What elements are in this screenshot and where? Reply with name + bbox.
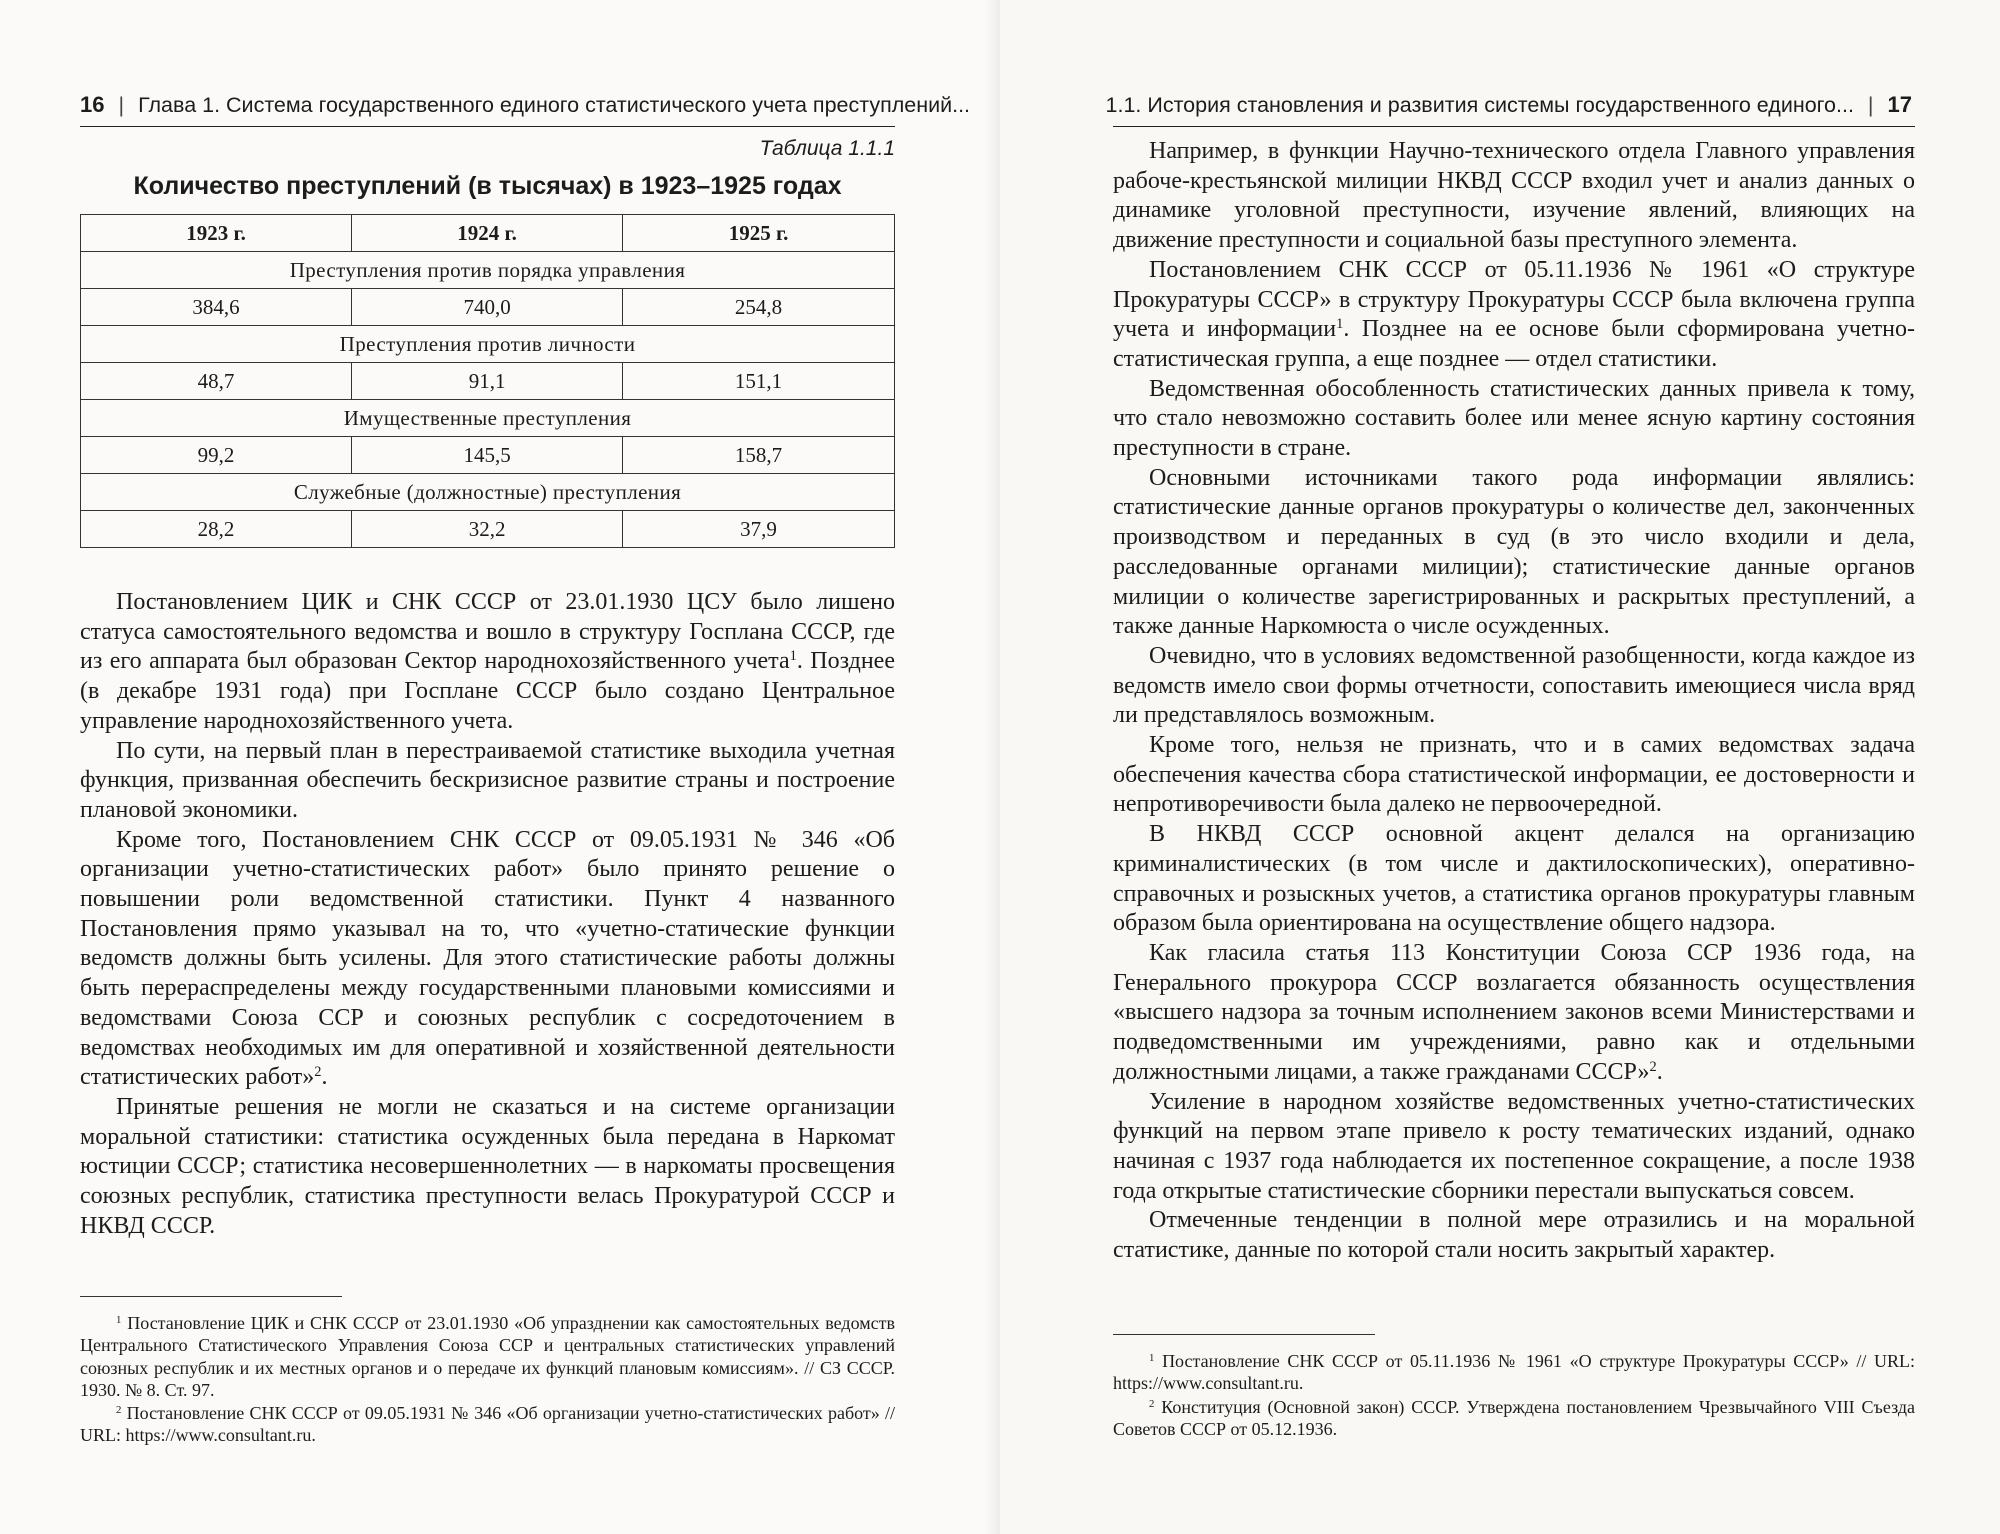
table-section-label: Преступления против порядка управления (81, 252, 895, 289)
body-paragraph (1113, 731, 1915, 820)
table-cell: 99,2 (81, 437, 352, 474)
right-running-header (1106, 92, 1912, 118)
left-page-number: 16 (80, 92, 105, 117)
paragraph-text: Очевидно, что в условиях ведомственной разобщенности, когда каждое из ведомств имело свои формы отчетности, сопоставить имеющиеся числа вряд ли представлялось возможным. (1113, 642, 1915, 729)
right-header-rule (1113, 126, 1915, 127)
body-paragraph (80, 737, 895, 826)
left-header-rule (80, 126, 895, 127)
footnote (80, 1402, 895, 1447)
footnote-ref: 1 (789, 648, 797, 665)
table-row (81, 363, 895, 400)
table-section-row (81, 474, 895, 511)
footnote-ref: 1 (1336, 316, 1344, 333)
footnote-text: Постановление ЦИК и СНК СССР от 23.01.1930 «Об упразднении как самостоятельных ведомств Центрального Статистического Управления Союза ССР и центральных статистических управлений союзных республик и их местных органов и о передаче их функций плановым комиссиям». // СЗ СССР. 1930. № 8. Ст. 97. (80, 1313, 895, 1400)
footnote (1113, 1350, 1915, 1395)
left-running-title: Глава 1. Система государственного единого статистического учета преступлений... (138, 93, 971, 117)
footnote (80, 1312, 895, 1401)
body-paragraph (1113, 939, 1915, 1088)
table-row (81, 511, 895, 548)
paragraph-text: Постановлением ЦИК и СНК СССР от 23.01.1930 ЦСУ было лишено статуса самостоятельного ведомства и вошло в структуру Госплана СССР, где из его аппарата был образован Сектор народнохозяйственного учета (80, 589, 895, 675)
left-header-separator: | (118, 93, 125, 117)
table-cell: 740,0 (352, 289, 623, 326)
body-paragraph (1113, 137, 1915, 256)
table-cell: 158,7 (623, 437, 895, 474)
paragraph-text: Отмеченные тенденции в полной мере отразились и на моральной статистике, данные по которой стали носить закрытый характер. (1113, 1207, 1915, 1264)
left-running-header (80, 92, 970, 118)
paragraph-text-tail: . Позднее (в декабре 1931 года) при Госплане СССР было создано Центральное управление народнохозяйственного учета. (80, 648, 895, 734)
body-paragraph (80, 588, 895, 737)
table-section-row (81, 400, 895, 437)
crime-stats-table (80, 214, 895, 548)
body-paragraph (1113, 820, 1915, 939)
footnote-text: Конституция (Основной закон) СССР. Утверждена постановлением Чрезвычайного VIII Съезда Советов СССР от 05.12.1936. (1113, 1396, 1916, 1439)
paragraph-text-tail: . Позднее на ее основе были сформирована учетно-статистическая группа, а еще позднее — отдел статистики. (1113, 316, 1915, 372)
body-paragraph (80, 1093, 895, 1242)
footnote-mark: 1 (1149, 1352, 1155, 1365)
footnote-ref: 2 (314, 1064, 322, 1081)
paragraph-text: По сути, на первый план в перестраиваемой статистике выходила учетная функция, призванная обеспечить бескризисное развитие страны и построение плановой экономики. (80, 737, 895, 823)
paragraph-text: Постановлением СНК СССР от 05.11.1936 № 1961 «О структуре Прокуратуры СССР» в структуру Прокуратуры СССР была включена группа учета и информации (1113, 256, 1915, 343)
column-header: 1923 г. (81, 215, 352, 252)
left-footnotes (80, 1312, 895, 1448)
paragraph-text: В НКВД СССР основной акцент делался на организацию криминалистических (в том числе и дактилоскопических), оперативно-справочных и розыскных учетов, а статистика органов прокуратуры главным образом была ориентирована на осуществление общего надзора. (1113, 821, 1915, 937)
right-running-title: 1.1. История становления и развития системы государственного единого... (1105, 93, 1854, 117)
paragraph-text: Основными источниками такого рода информации являлись: статистические данные органов прокуратуры о количестве дел, законченных производством и переданных в суд (в это число входили и дела, расследованные органами милиции); статистические данные органов милиции о количестве зарегистрированных и раскрытых преступлений, а также данные Наркомюста о числе осужденных. (1113, 464, 1915, 640)
body-paragraph (80, 826, 895, 1093)
body-paragraph (1113, 642, 1915, 731)
footnote-mark: 1 (116, 1314, 122, 1327)
table-cell: 32,2 (352, 511, 623, 548)
paragraph-text: Кроме того, Постановлением СНК СССР от 09.05.1931 № 346 «Об организации учетно-статистических работ» было принято решение о повышении роли ведомственной статистики. Пункт 4 названного Постановления прямо указывал на то, что «учетно-статические функции ведомств должны быть усилены. Для этого статистические работы должны быть перераспределены между государственными плановыми комиссиями и ведомствами Союза ССР и союзных республик с сосредоточением в ведомствах необходимых им для оперативной и хозяйственной деятельности статистических работ» (80, 826, 895, 1091)
footnote-mark: 2 (1149, 1397, 1155, 1410)
footnote (1113, 1396, 1915, 1441)
body-paragraph (1113, 1088, 1915, 1207)
paragraph-text: Принятые решения не могли не сказаться и на системе организации моральной статистики: статистика осужденных была передана в Наркомат юстиции СССР; статистика несовершеннолетних — в наркоматы просвещения союзных республик, статистика преступности велась Прокуратурой СССР и НКВД СССР. (80, 1093, 895, 1239)
table-cell: 151,1 (623, 363, 895, 400)
table-cell: 37,9 (623, 511, 895, 548)
footnote-ref: 2 (1649, 1058, 1657, 1075)
body-paragraph (1113, 256, 1915, 375)
table-caption: Таблица 1.1.1 (759, 137, 895, 160)
left-body-text (80, 588, 895, 1241)
right-footnote-rule (1113, 1334, 1375, 1335)
table-cell: 91,1 (352, 363, 623, 400)
paragraph-text: Как гласила статья 113 Конституции Союза ССР 1936 года, на Генерального прокурора СССР возлагается обязанность осуществления «высшего надзора за точным исполнением законов всеми Министерствами и подведомственными им учреждениями, равно как и отдельными должностными лицами, а также гражданами СССР» (1113, 939, 1915, 1085)
table-row (81, 437, 895, 474)
right-page (1000, 0, 2000, 1534)
footnote-mark: 2 (116, 1404, 122, 1417)
body-paragraph (1113, 1206, 1915, 1265)
table-cell: 254,8 (623, 289, 895, 326)
right-footnotes (1113, 1350, 1915, 1441)
paragraph-text: Усиление в народном хозяйстве ведомственных учетно-статистических функций на первом этапе привело к росту тематических изданий, однако начиная с 1937 года наблюдается их постепенное сокращение, а после 1938 года открытые статистические сборники перестали выпускаться совсем. (1113, 1088, 1915, 1204)
paragraph-text-tail: . (1656, 1058, 1663, 1085)
table-row (81, 289, 895, 326)
body-paragraph (1113, 375, 1915, 464)
right-header-separator: | (1867, 93, 1874, 117)
table-cell: 384,6 (81, 289, 352, 326)
body-paragraph (1113, 464, 1915, 642)
column-header: 1925 г. (623, 215, 895, 252)
table-section-row (81, 326, 895, 363)
table-section-label: Имущественные преступления (81, 400, 895, 437)
table-section-label: Преступления против личности (81, 326, 895, 363)
right-body-text (1113, 137, 1915, 1266)
right-page-number: 17 (1887, 92, 1912, 117)
table-title: Количество преступлений (в тысячах) в 1923–1925 годах (133, 172, 842, 200)
table-header-row (81, 215, 895, 252)
table-cell: 145,5 (352, 437, 623, 474)
paragraph-text: Кроме того, нельзя не признать, что и в самих ведомствах задача обеспечения качества сбора статистической информации, ее достоверности и непротиворечивости была далеко не первоочередной. (1113, 732, 1915, 818)
footnote-text: Постановление СНК СССР от 09.05.1931 № 346 «Об организации учетно-статистических работ» // URL: https://www.consultant.ru. (80, 1403, 896, 1446)
left-footnote-rule (80, 1296, 342, 1297)
column-header: 1924 г. (352, 215, 623, 252)
paragraph-text: Например, в функции Научно-технического отдела Главного управления рабоче-крестьянской милиции НКВД СССР входил учет и анализ данных о динамике уголовной преступности, изучение явлений, влияющих на движение преступности и социальной базы преступного элемента. (1113, 138, 1915, 254)
table-section-row (81, 252, 895, 289)
paragraph-text-tail: . (321, 1064, 328, 1091)
table-cell: 28,2 (81, 511, 352, 548)
paragraph-text: Ведомственная обособленность статистических данных привела к тому, что стало невозможно составить более или менее ясную картину состояния преступности в стране. (1113, 375, 1915, 462)
footnote-text: Постановление СНК СССР от 05.11.1936 № 1961 «О структуре Прокуратуры СССР» // URL: https://www.consultant.ru. (1113, 1351, 1916, 1394)
table-cell: 48,7 (81, 363, 352, 400)
table-section-label: Служебные (должностные) преступления (81, 474, 895, 511)
